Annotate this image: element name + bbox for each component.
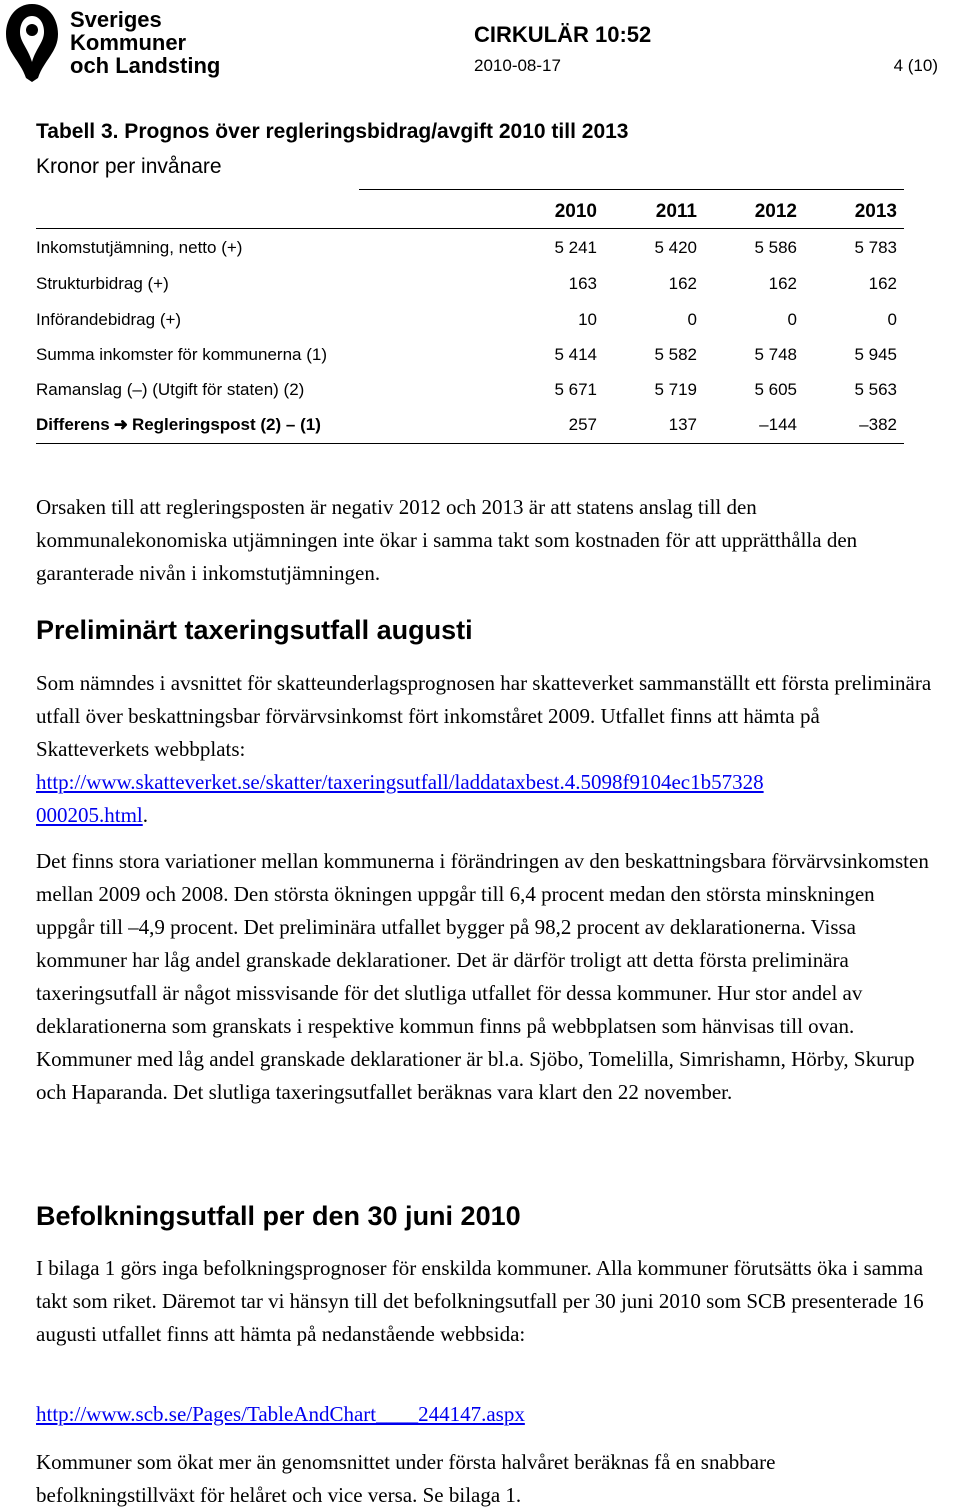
section1-paragraph2: Det finns stora variationer mellan kommunerna i förändringen av den beskattningsbara förvärvsinkomsten mellan 2009 och 2008. Den största ökningen uppgår till 6,4 procent medan den största minskningen uppgår till –4,9 procent. Det preliminära utfallet bygger på 98,2 procent av deklarationerna. Vissa kommuner har låg andel granskade deklarationer. Det är därför troligt att detta första preliminära taxeringsutfall är något missvisande för det slutliga utfallet för dessa kommuner. Hur stor andel av deklarationerna som granskats i respektive kommun finns på webbplatsen som hänvisas till ovan. Kommuner med låg andel granskade deklarationer är bl.a. Sjöbo, Tomelilla, Simrishamn, Hörby, Skurup och Haparanda. Det slutliga taxeringsutfallet beräknas vara klart den 22 november.	[36, 849, 929, 1104]
logo-text: Sveriges Kommuner och Landsting	[70, 7, 221, 78]
table-row: Ramanslag (–) (Utgift för staten) (2) 5 671 5 719 5 605 5 563	[36, 380, 897, 399]
scb-link[interactable]: http://www.scb.se/Pages/TableAndChart____244147.aspx	[36, 1402, 525, 1426]
heading-befolkningsutfall: Befolkningsutfall per den 30 juni 2010	[36, 1201, 521, 1231]
section1-paragraph1: Som nämndes i avsnittet för skatteunderlagsprognosen har skatteverket sammanställt ett första preliminära utfall över beskattningsbar förvärvsinkomst fört inkomståret 2009. Utfallet finns att hämta på Skatteverkets webbplats: http://www.skatteverket.se/skatter/taxeringsutfall/laddataxbest.4.5098f9104ec1b57328 000205.html.	[36, 671, 932, 827]
table-row: Inkomstutjämning, netto (+) 5 241 5 420 5 586 5 783	[36, 238, 897, 257]
section2-paragraph1: I bilaga 1 görs inga befolkningsprognoser för enskilda kommuner. Alla kommuner förutsätts öka i samma takt som riket. Däremot tar vi hänsyn till det befolkningsutfall per 30 juni 2010 som SCB presenterade 16 augusti utfallet finns att hämta på nedanstående webbsida:	[36, 1256, 924, 1346]
circular-number: CIRKULÄR 10:52	[474, 22, 652, 47]
table-rule-bottom	[36, 443, 904, 444]
regleringspost-label: Regleringspost (2) – (1)	[131, 415, 321, 434]
document-date: 2010-08-17	[474, 56, 561, 75]
table-title: Tabell 3. Prognos över regleringsbidrag/avgift 2010 till 2013	[36, 120, 629, 143]
year-2011: 2011	[655, 201, 697, 222]
arrow-right-icon: ➜	[113, 415, 128, 434]
table-comment: Orsaken till att regleringsposten är negativ 2012 och 2013 är att statens anslag till den kommunalekonomiska utjämningen inte ökar i samma takt som kostnaden för att upprätthålla den garanterade nivån i inkomstutjämningen.	[36, 495, 858, 585]
table-rule-top	[359, 189, 904, 190]
scb-link-line	[36, 1398, 936, 1431]
table-row: Införandebidrag (+) 10 0 0 0	[36, 310, 897, 329]
year-2013: 2013	[854, 201, 897, 222]
year-2012: 2012	[754, 201, 797, 222]
heading-taxeringsutfall: Preliminärt taxeringsutfall augusti	[36, 615, 473, 645]
table-subtitle: Kronor per invånare	[36, 155, 222, 178]
skatteverket-link[interactable]: http://www.skatteverket.se/skatter/taxeringsutfall/laddataxbest.4.5098f9104ec1b57328	[36, 770, 764, 794]
differens-label: Differens	[36, 415, 110, 434]
table-row: Summa inkomster för kommunerna (1) 5 414 5 582 5 748 5 945	[36, 345, 897, 364]
table-row: Strukturbidrag (+) 163 162 162 162	[36, 274, 897, 293]
logo-emblem-icon	[2, 0, 62, 84]
section2-paragraph2: Kommuner som ökat mer än genomsnittet under första halvåret beräknas få en snabbare befolkningstillväxt för helåret och vice versa. Se bilaga 1.	[36, 1450, 776, 1507]
page-number: 4 (10)	[893, 56, 938, 75]
logo	[0, 0, 221, 84]
skatteverket-link-cont[interactable]: 000205.html	[36, 803, 143, 827]
year-2010: 2010	[554, 201, 597, 222]
table-header-row	[36, 201, 896, 231]
table-row-differens: Differens ➜ Regleringspost (2) – (1) 257 137 –144 –382	[36, 415, 897, 434]
